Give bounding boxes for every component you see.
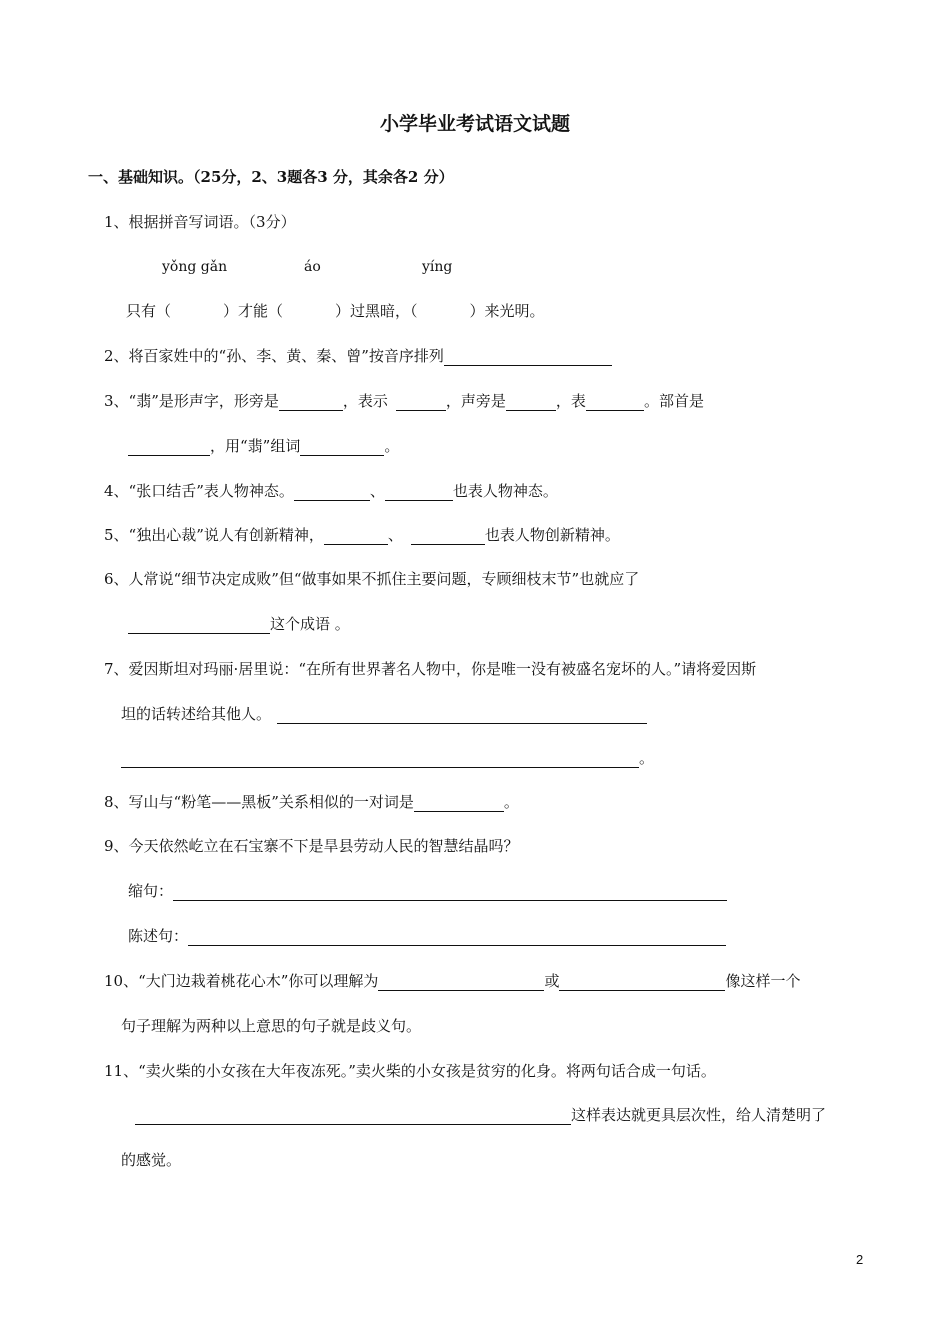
answer-blank-q3-5[interactable] xyxy=(128,439,210,456)
answer-blank-q10-1[interactable] xyxy=(378,974,544,991)
question-4 xyxy=(104,481,558,501)
q1-part-3: ）过黑暗，（ xyxy=(335,302,418,320)
answer-blank-q9-chenshuju[interactable] xyxy=(188,929,726,946)
pinyin-2: áo xyxy=(304,259,321,275)
q1-part-2: ）才能（ xyxy=(223,302,284,320)
answer-blank-q7-1[interactable] xyxy=(277,707,647,724)
question-7-line-1: 7、爱因斯坦对玛丽·居里说：“在所有世界著名人物中，你是唯一没有被盛名宠坏的人。”请将爱因斯 xyxy=(104,660,757,678)
question-3-line-2 xyxy=(128,436,399,456)
q1-part-4: ）来光明。 xyxy=(469,302,545,320)
question-11-line-3: 的感觉。 xyxy=(121,1151,182,1169)
question-6-line-1: 6、人常说“细节决定成败”但“做事如果不抓住主要问题，专顾细枝末节”也就应了 xyxy=(104,570,640,588)
question-9-suoju xyxy=(128,881,727,901)
q5-part-1: 5、“独出心裁”说人有创新精神， xyxy=(104,526,324,544)
answer-blank-q3-2[interactable] xyxy=(396,394,446,411)
q4-part-3: 也表人物神态。 xyxy=(452,482,558,500)
q7-line2-text: 坦的话转述给其他人。 xyxy=(121,705,272,723)
answer-blank-q3-4[interactable] xyxy=(586,394,644,411)
q8-part-2: 。 xyxy=(503,793,519,811)
answer-blank-q6[interactable] xyxy=(128,617,270,634)
answer-blank-q3-1[interactable] xyxy=(279,394,343,411)
question-9-chenshuju xyxy=(128,926,726,946)
question-1-stem: 1、根据拼音写词语。（3分） xyxy=(104,213,296,231)
page-number: 2 xyxy=(856,1252,864,1267)
q10-part-1: 10、“大门边栽着桃花心木”你可以理解为 xyxy=(104,972,379,990)
q3-part-2: ，表示 xyxy=(342,392,388,410)
answer-blank-q8[interactable] xyxy=(414,795,504,812)
question-5 xyxy=(104,525,620,545)
question-11-line-2 xyxy=(135,1105,826,1125)
q3-part-1: 3、“翡”是形声字，形旁是 xyxy=(104,392,279,410)
chenshuju-label: 陈述句： xyxy=(128,927,189,945)
question-10-line-1 xyxy=(104,971,800,991)
question-8 xyxy=(104,792,519,812)
q4-part-1: 4、“张口结舌”表人物神态。 xyxy=(104,482,294,500)
question-7-line-2 xyxy=(121,704,647,724)
answer-blank-q3-3[interactable] xyxy=(506,394,556,411)
q3-line2-part-1: ，用“翡”组词 xyxy=(210,437,301,455)
answer-blank-q3-6[interactable] xyxy=(300,439,384,456)
page-title: 小学毕业考试语文试题 xyxy=(379,113,570,135)
question-10-line-2: 句子理解为两种以上意思的句子就是歧义句。 xyxy=(121,1017,422,1035)
q5-part-2: 、 xyxy=(387,526,403,544)
answer-blank-q5-2[interactable] xyxy=(411,528,485,545)
q4-part-2: 、 xyxy=(369,482,385,500)
pinyin-3: yíng xyxy=(422,259,453,275)
q3-part-5: 。部首是 xyxy=(643,392,704,410)
answer-blank-q9-suoju[interactable] xyxy=(173,884,727,901)
q3-part-4: ，表 xyxy=(555,392,586,410)
answer-blank-q11[interactable] xyxy=(135,1108,571,1125)
answer-blank-q7-2[interactable] xyxy=(121,751,639,768)
answer-blank-q2[interactable] xyxy=(444,349,612,366)
q10-part-3: 像这样一个 xyxy=(725,972,801,990)
q8-part-1: 8、写山与“粉笔——黑板”关系相似的一对词是 xyxy=(104,793,414,811)
answer-blank-q5-1[interactable] xyxy=(324,528,388,545)
suoju-label: 缩句： xyxy=(128,882,174,900)
q5-part-3: 也表人物创新精神。 xyxy=(484,526,620,544)
question-11-line-1: 11、“卖火柴的小女孩在大年夜冻死。”卖火柴的小女孩是贫穷的化身。将两句话合成一句话。 xyxy=(104,1062,716,1080)
answer-blank-q4-1[interactable] xyxy=(294,484,370,501)
q6-line2-text: 这个成语 。 xyxy=(270,615,350,633)
q11-line2-text: 这样表达就更具层次性，给人清楚明了 xyxy=(571,1106,827,1124)
question-1-fill-line xyxy=(126,301,545,321)
question-6-line-2 xyxy=(128,614,350,634)
q1-part-1: 只有（ xyxy=(126,302,172,320)
q10-part-2: 或 xyxy=(544,972,560,990)
q3-line2-part-2: 。 xyxy=(384,437,400,455)
pinyin-1: yǒng gǎn xyxy=(162,259,228,275)
q2-text: 2、将百家姓中的“孙、李、黄、秦、曾”按音序排列 xyxy=(104,347,444,365)
section-heading: 一、基础知识。（25分，2、3题各3 分，其余各2 分） xyxy=(88,168,454,186)
answer-blank-q10-2[interactable] xyxy=(559,974,725,991)
question-3-line-1 xyxy=(104,391,704,411)
answer-blank-q4-2[interactable] xyxy=(385,484,453,501)
question-9-stem: 9、今天依然屹立在石宝寨不下是旱县劳动人民的智慧结晶吗？ xyxy=(104,837,519,855)
question-7-line-3 xyxy=(121,748,654,768)
q7-end: 。 xyxy=(639,749,655,767)
question-2 xyxy=(104,346,612,366)
q3-part-3: ，声旁是 xyxy=(445,392,506,410)
